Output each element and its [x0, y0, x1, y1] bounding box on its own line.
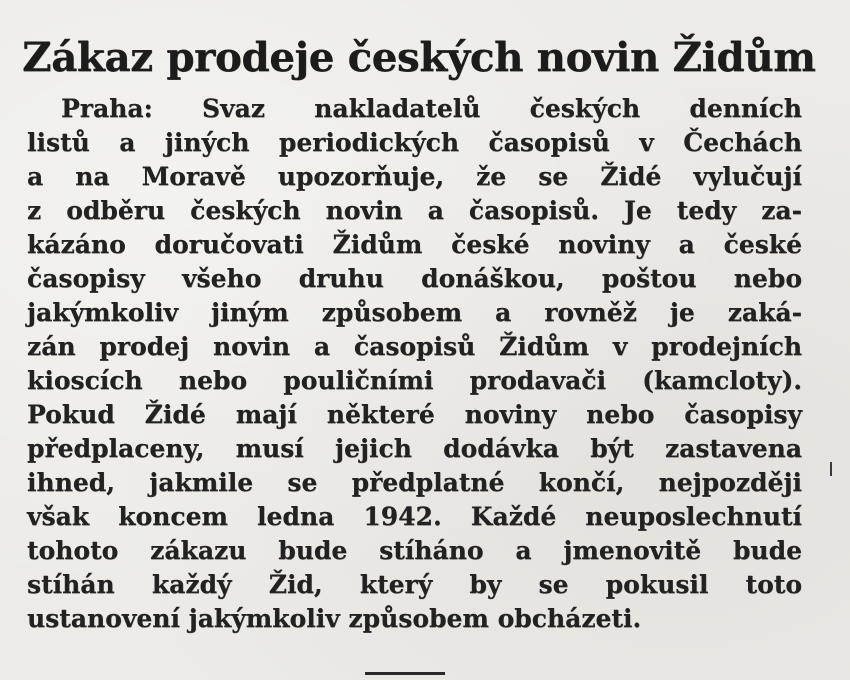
article-line: zán prodej novin a časopisů Židům v prodejních [27, 332, 802, 361]
article-line: kázáno doručovati Židům české noviny a české [27, 230, 802, 259]
article-line: kioscích nebo pouličními prodavači (kamcloty). [27, 366, 802, 395]
article-line: časopisy všeho druhu donáškou, poštou nebo [27, 264, 802, 293]
section-divider-rule [365, 672, 445, 675]
article-line: listů a jiných periodických časopisů v Čechách [27, 128, 802, 157]
article-line: ihned, jakmile se předplatné končí, nejpozději [27, 468, 802, 497]
article-line: Pokud Židé mají některé noviny nebo časopisy [27, 400, 802, 429]
article-line: z odběru českých novin a časopisů. Je tedy za- [27, 196, 802, 225]
article-line: však koncem ledna 1942. Každé neuposlechnutí [27, 502, 802, 531]
article-line: tohoto zákazu bude stíháno a jmenovitě bude [27, 536, 802, 565]
article-line: stíhán každý Žid, který by se pokusil toto [27, 570, 802, 599]
article-line: ustanovení jakýmkoliv způsobem obcházeti. [27, 604, 642, 633]
article-line: jakýmkoliv jiným způsobem a rovněž je zaká- [27, 298, 802, 327]
article-line: předplaceny, musí jejich dodávka být zastavena [27, 434, 802, 463]
article-body [27, 92, 802, 636]
article-line: Praha: Svaz nakladatelů českých denních [61, 94, 802, 123]
article-headline: Zákaz prodeje českých novin Židům [22, 33, 816, 81]
print-mark [830, 462, 832, 476]
article-line: a na Moravě upozorňuje, že se Židé vylučují [27, 162, 802, 191]
